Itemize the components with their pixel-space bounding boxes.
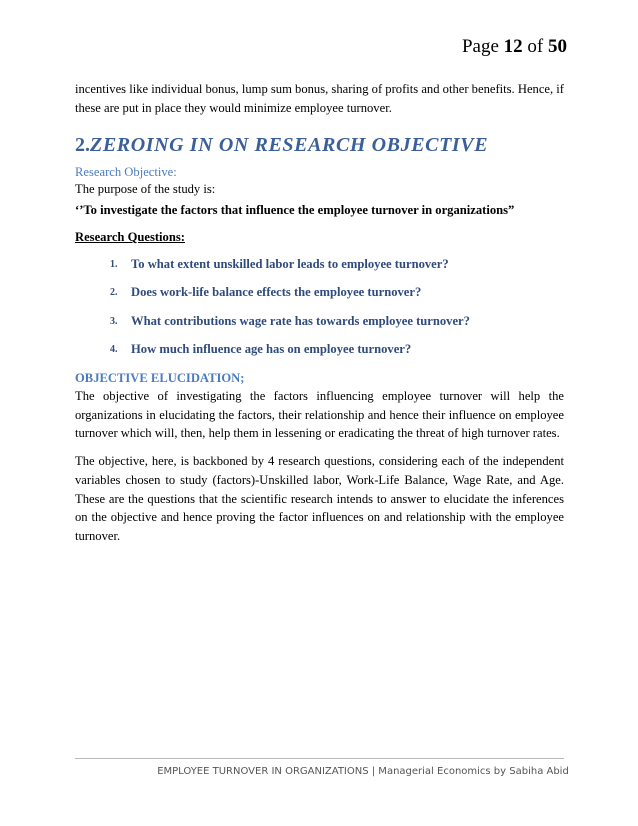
research-objective-block <box>75 164 564 198</box>
list-item <box>110 307 570 336</box>
elucidation-paragraph-1: The objective of investigating the factors influencing employee turnover will help the organizations in elucidating the factors, their relationship and hence their influence on employee turnover which will, then, help them in lessening or eradicating the threat of high turnover rates. <box>75 389 564 441</box>
question-number: 4. <box>110 344 118 356</box>
list-item <box>110 279 570 308</box>
question-number: 3. <box>110 315 118 327</box>
intro-paragraph: incentives like individual bonus, lump sum bonus, sharing of profits and other benefits. Hence, if these are put in place they would minimize employee turnover. <box>75 82 564 115</box>
section-heading <box>75 132 488 158</box>
research-objective-intro: The purpose of the study is: <box>75 182 216 196</box>
intro-block <box>75 80 564 117</box>
page-total: 50 <box>548 36 567 57</box>
question-text: To what extent unskilled labor leads to employee turnover? <box>131 256 449 271</box>
elucidation-label: OBJECTIVE ELUCIDATION; <box>75 371 245 385</box>
section-title: ZEROING IN ON RESEARCH OBJECTIVE <box>90 134 489 156</box>
page-prefix: Page <box>461 36 499 57</box>
page-current: 12 <box>503 36 523 57</box>
page-separator: of <box>527 36 544 57</box>
question-text: How much influence age has on employee turnover? <box>131 342 412 357</box>
research-questions-list <box>110 250 570 364</box>
purpose-quote: ‘’To investigate the factors that influence the employee turnover in organizations” <box>75 203 515 217</box>
question-text: What contributions wage rate has towards employee turnover? <box>131 313 470 328</box>
list-item <box>110 336 570 365</box>
elucidation-paragraph-2: The objective, here, is backboned by 4 research questions, considering each of the independent variables chosen to study (factors)-Unskilled labor, Work-Life Balance, Wage Rate, and Age. These are the questions that the scientific research intends to answer to elucidate the inferences on the objective and hence proving the factor influences on and relationship with the employee turnover. <box>75 454 564 543</box>
section-number: 2. <box>75 134 90 156</box>
question-number: 2. <box>110 287 118 299</box>
list-item <box>110 250 570 279</box>
elucidation-block <box>75 370 564 546</box>
research-questions-label: Research Questions: <box>75 230 185 244</box>
footer-divider <box>75 758 564 759</box>
page-footer: EMPLOYEE TURNOVER IN ORGANIZATIONS | Managerial Economics by Sabiha Abid <box>157 766 569 777</box>
page-number <box>462 35 567 59</box>
research-objective-label: Research Objective: <box>75 165 177 179</box>
question-number: 1. <box>110 258 118 270</box>
question-text: Does work-life balance effects the employee turnover? <box>131 285 422 300</box>
